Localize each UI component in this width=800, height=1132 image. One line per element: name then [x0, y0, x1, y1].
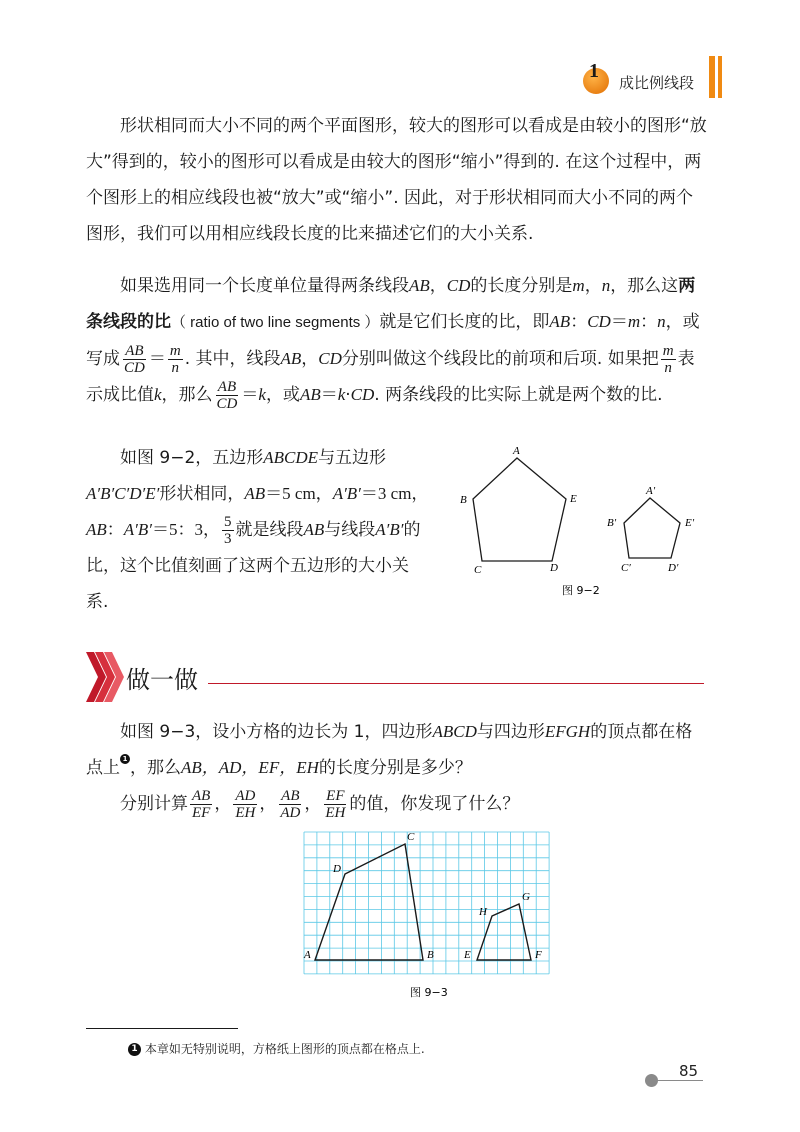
label-d: D: [550, 562, 558, 574]
fraction-ef-eh: $\frac{EF}{EH}$: [325, 787, 346, 821]
page-number-area: [645, 1062, 705, 1090]
paragraph-2: 如果选用同一个长度单位量得两条线段AB，CD的长度分别是m，n，那么这两条线段的比（ ratio of two line segments ）就是它们长度的比，即AB：CD＝m：n，或写成 $\frac{AB}{CD}$ ＝ $\frac{m}{n}$ . 其中，线段AB，CD分别叫做这个线段比的前项和后项. 如果把 $\frac{m}{n}$ 表示成比值k，那么 $\frac{AB}{CD}$ ＝k，或AB＝k·CD. 两条线段的比实际上就是两个数的比.: [86, 276, 700, 412]
header: [575, 62, 725, 100]
footnote-text: 本章如无特别说明，方格纸上图形的顶点都在格点上.: [144, 1042, 425, 1056]
term-ratio: 两条线段的比: [86, 276, 696, 332]
label-e: E: [570, 493, 577, 505]
pentagon-prime: [624, 498, 680, 558]
figure-9-3-caption: 图 9−3: [410, 986, 448, 999]
quadrilateral-abcd: [315, 844, 423, 960]
paragraph-3: 如图 9−2，五边形ABCDE与五边形A′B′C′D′E′形状相同，AB＝5 cm，A′B′＝3 cm，AB：A′B′＝5：3， $\frac{5}{3}$ 就是线段AB与线段A′B′的比，这个比值刻画了这两个五边形的大小关系.: [86, 448, 429, 612]
figure-9-2-caption: 图 9−2: [562, 584, 600, 597]
footnote-rule: [86, 1028, 238, 1029]
section-number: 1: [589, 60, 599, 82]
label-grid-b: B: [427, 949, 434, 961]
pentagon-abcde: [473, 458, 566, 561]
fraction-m-n-2: $\frac{m}{n}$: [662, 342, 674, 376]
fraction-ad-eh: $\frac{AD}{EH}$: [235, 787, 256, 821]
section-title: 成比例线段: [619, 74, 695, 92]
chevrons-icon: [86, 652, 126, 702]
figure-9-2: [440, 440, 710, 605]
fraction-ab-cd-2: $\frac{AB}{CD}$: [216, 378, 238, 412]
activity-title: 做一做: [126, 666, 198, 694]
label-e-prime: E′: [685, 517, 695, 529]
footnote: [128, 1040, 425, 1057]
header-bar-1: [709, 56, 715, 98]
page-number: 85: [679, 1062, 699, 1080]
label-grid-c: C: [407, 831, 415, 843]
label-grid-a: A: [304, 949, 311, 961]
label-grid-e: E: [464, 949, 471, 961]
label-grid-f: F: [535, 949, 542, 961]
header-bar-2: [718, 56, 722, 98]
label-d-prime: D′: [668, 562, 679, 574]
fraction-ab-ad: $\frac{AB}{AD}$: [280, 787, 301, 821]
activity-question-1: 如图 9−3，设小方格的边长为 1，四边形ABCD与四边形EFGH的顶点都在格点上 1 ，那么AB，AD，EF，EH的长度分别是多少？: [86, 722, 693, 778]
label-c-prime: C′: [621, 562, 631, 574]
label-c: C: [474, 564, 482, 576]
label-b: B: [460, 494, 467, 506]
label-b-prime: B′: [607, 517, 617, 529]
figure-9-3: [290, 828, 560, 1003]
label-a: A: [513, 445, 520, 457]
fraction-ab-ef: $\frac{AB}{EF}$: [192, 787, 211, 821]
label-a-prime: A′: [646, 485, 656, 497]
label-grid-g: G: [522, 891, 530, 903]
footnote-marker: 1: [120, 754, 130, 764]
footnote-mark: 1: [128, 1043, 141, 1056]
activity-header: [86, 652, 706, 702]
paragraph-1: 形状相同而大小不同的两个平面图形，较大的图形可以看成是由较小的图形“放大”得到的，较小的图形可以看成是由较大的图形“缩小”得到的. 在这个过程中，两个图形上的相应线段也被“放大”或“缩小”. 因此，对于形状相同而大小不同的两个图形，我们可以用相应线段长度的比来描述它们的大小关系.: [86, 116, 707, 244]
activity-rule: [208, 683, 704, 684]
fraction-5-3: $\frac{5}{3}$: [224, 513, 232, 547]
label-grid-d: D: [333, 863, 341, 875]
activity-question-2: 分别计算 $\frac{AB}{EF}$ ， $\frac{AD}{EH}$ ， $\frac{AB}{AD}$ ， $\frac{EF}{EH}$ 的值，你发现了什么？: [120, 787, 520, 821]
fraction-ab-cd: $\frac{AB}{CD}$: [124, 342, 145, 376]
page-rule: [657, 1080, 703, 1081]
fraction-m-n: $\frac{m}{n}$: [169, 342, 181, 376]
label-grid-h: H: [479, 906, 487, 918]
